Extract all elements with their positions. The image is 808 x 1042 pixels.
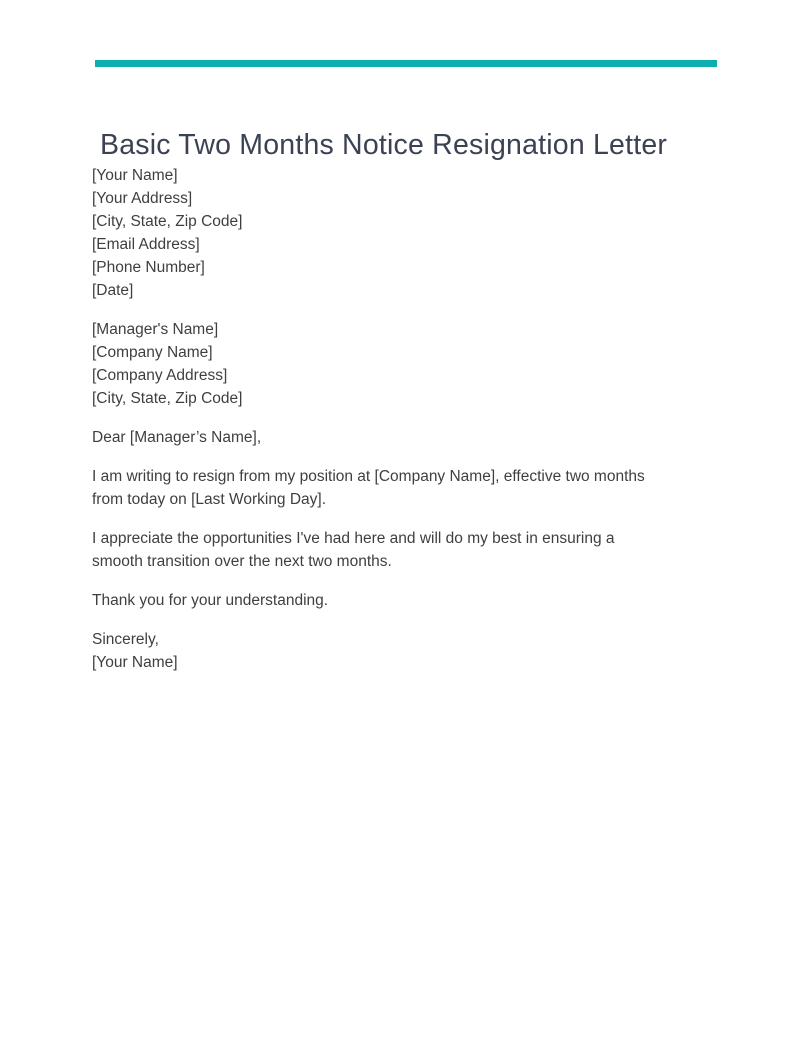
paragraph-line: Thank you for your understanding. — [92, 592, 329, 609]
body-paragraph-2 — [92, 527, 708, 573]
recipient-company-line: [Company Name] — [92, 344, 213, 361]
paragraph-line: I am writing to resign from my position at [Company Name], effective two months — [92, 468, 645, 485]
recipient-manager-line: [Manager's Name] — [92, 321, 219, 338]
body-paragraph-3 — [92, 589, 708, 612]
page-title: Basic Two Months Notice Resignation Letter — [100, 129, 668, 162]
sender-phone-line: [Phone Number] — [92, 259, 205, 276]
closing-block — [92, 628, 708, 674]
recipient-address-line: [Company Address] — [92, 367, 228, 384]
body-paragraph-1 — [92, 465, 708, 511]
recipient-address-block — [92, 318, 708, 410]
sender-city-line: [City, State, Zip Code] — [92, 213, 243, 230]
recipient-city-line: [City, State, Zip Code] — [92, 390, 243, 407]
signature-line: [Your Name] — [92, 654, 178, 671]
sender-date-line: [Date] — [92, 282, 134, 299]
sender-email-line: [Email Address] — [92, 236, 200, 253]
salutation-block — [92, 426, 708, 449]
letter-body — [92, 164, 708, 674]
paragraph-line: from today on [Last Working Day]. — [92, 491, 327, 508]
salutation-line: Dear [Manager’s Name], — [92, 429, 262, 446]
sender-address-line: [Your Address] — [92, 190, 193, 207]
sender-name-line: [Your Name] — [92, 167, 178, 184]
paragraph-line: I appreciate the opportunities I've had here and will do my best in ensuring a — [92, 530, 615, 547]
signoff-line: Sincerely, — [92, 631, 159, 648]
accent-divider-bar — [95, 60, 717, 67]
sender-address-block — [92, 164, 708, 302]
paragraph-line: smooth transition over the next two months. — [92, 553, 392, 570]
